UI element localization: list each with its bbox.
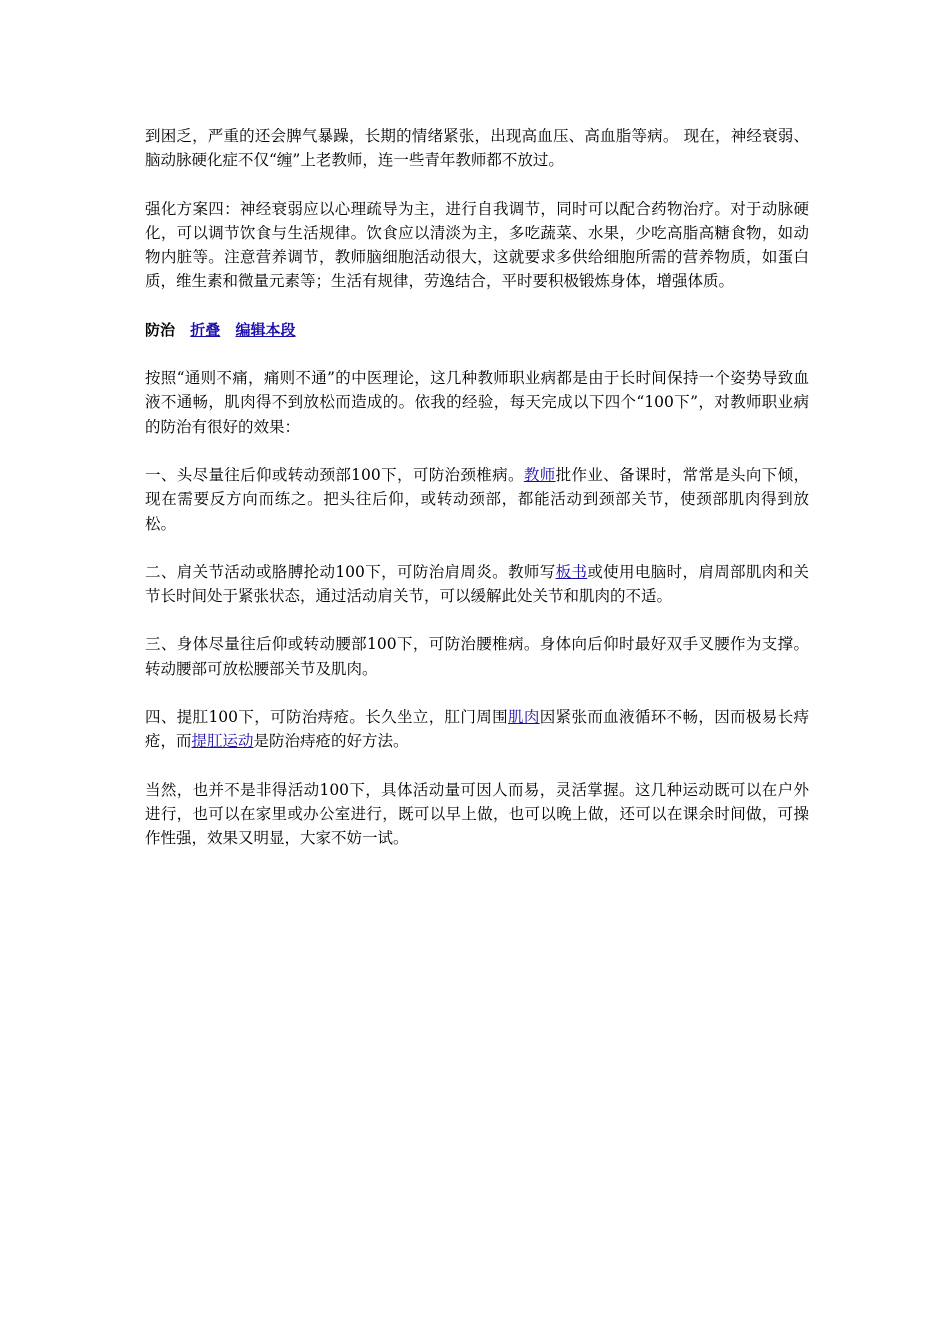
link-muscle[interactable]: 肌肉 (508, 708, 540, 727)
section-heading (145, 318, 809, 342)
paragraph-text: 或使用电脑时，肩周部肌肉和关节长时间处于紧张状态，通过活动肩关节，可以缓解此处关节和肌肉的不适。 (145, 562, 809, 606)
link-blackboard[interactable]: 板书 (555, 562, 588, 581)
paragraph-shoulder (145, 560, 809, 609)
paragraph-plan-four: 强化方案四：神经衰弱应以心理疏导为主，进行自我调节，同时可以配合药物治疗。对于动脉硬化，可以调节饮食与生活规律。饮食应以清淡为主，多吃蔬菜、水果，少吃高脂高糖食物，如动物内脏等。注意营养调节，教师脑细胞活动很大，这就要求多供给细胞所需的营养物质，如蛋白质，维生素和微量元素等；生活有规律，劳逸结合，平时要积极锻炼身体，增强体质。 (145, 199, 809, 291)
paragraph-text: 批作业、备课时，常常是头向下倾，现在需要反方向而练之。把头往后仰，或转动颈部，都能活动到颈部关节，使颈部肌肉得到放松。 (145, 465, 809, 533)
edit-section-link[interactable]: 编辑本段 (235, 320, 296, 339)
fold-link[interactable]: 折叠 (190, 320, 221, 339)
paragraph-text: 因紧张而血液循环不畅，因而极易长痔疮，而 (145, 708, 809, 751)
paragraph-symptoms: 到困乏，严重的还会脾气暴躁，长期的情绪紧张，出现高血压、高血脂等病。 现在，神经衰弱、脑动脉硬化症不仅“缠”上老教师，连一些青年教师都不放过。 (145, 127, 809, 170)
link-teacher[interactable]: 教师 (523, 465, 556, 484)
link-anal-exercise[interactable]: 提肛运动 (191, 732, 254, 751)
section-title: 防治 (145, 320, 176, 339)
paragraph-conclusion: 当然，也并不是非得活动100下，具体活动量可因人而易，灵活掌握。这几种运动既可以在户外进行，也可以在家里或办公室进行，既可以早上做，也可以晚上做，还可以在课余时间做，可操作性强，效果又明显，大家不妨一试。 (145, 780, 809, 848)
paragraph-waist: 三、身体尽量往后仰或转动腰部100下，可防治腰椎病。身体向后仰时最好双手叉腰作为支撑。转动腰部可放松腰部关节及肌肉。 (145, 635, 809, 678)
paragraph-text: 一、头尽量往后仰或转动颈部100下，可防治颈椎病。 (145, 465, 524, 484)
paragraph-hemorrhoid (145, 705, 809, 754)
paragraph-text: 二、肩关节活动或胳膊抡动100下，可防治肩周炎。教师写 (145, 562, 556, 581)
paragraph-text: 是防治痔疮的好方法。 (253, 732, 409, 751)
paragraph-intro: 按照“通则不痛，痛则不通”的中医理论，这几种教师职业病都是由于长时间保持一个姿势导致血液不通畅，肌肉得不到放松而造成的。依我的经验，每天完成以下四个“100下”，对教师职业病的防治有很好的效果： (145, 369, 809, 436)
document-page (145, 124, 809, 875)
paragraph-neck (145, 463, 809, 536)
paragraph-text: 四、提肛100下，可防治痔疮。长久坐立，肛门周围 (145, 708, 508, 727)
